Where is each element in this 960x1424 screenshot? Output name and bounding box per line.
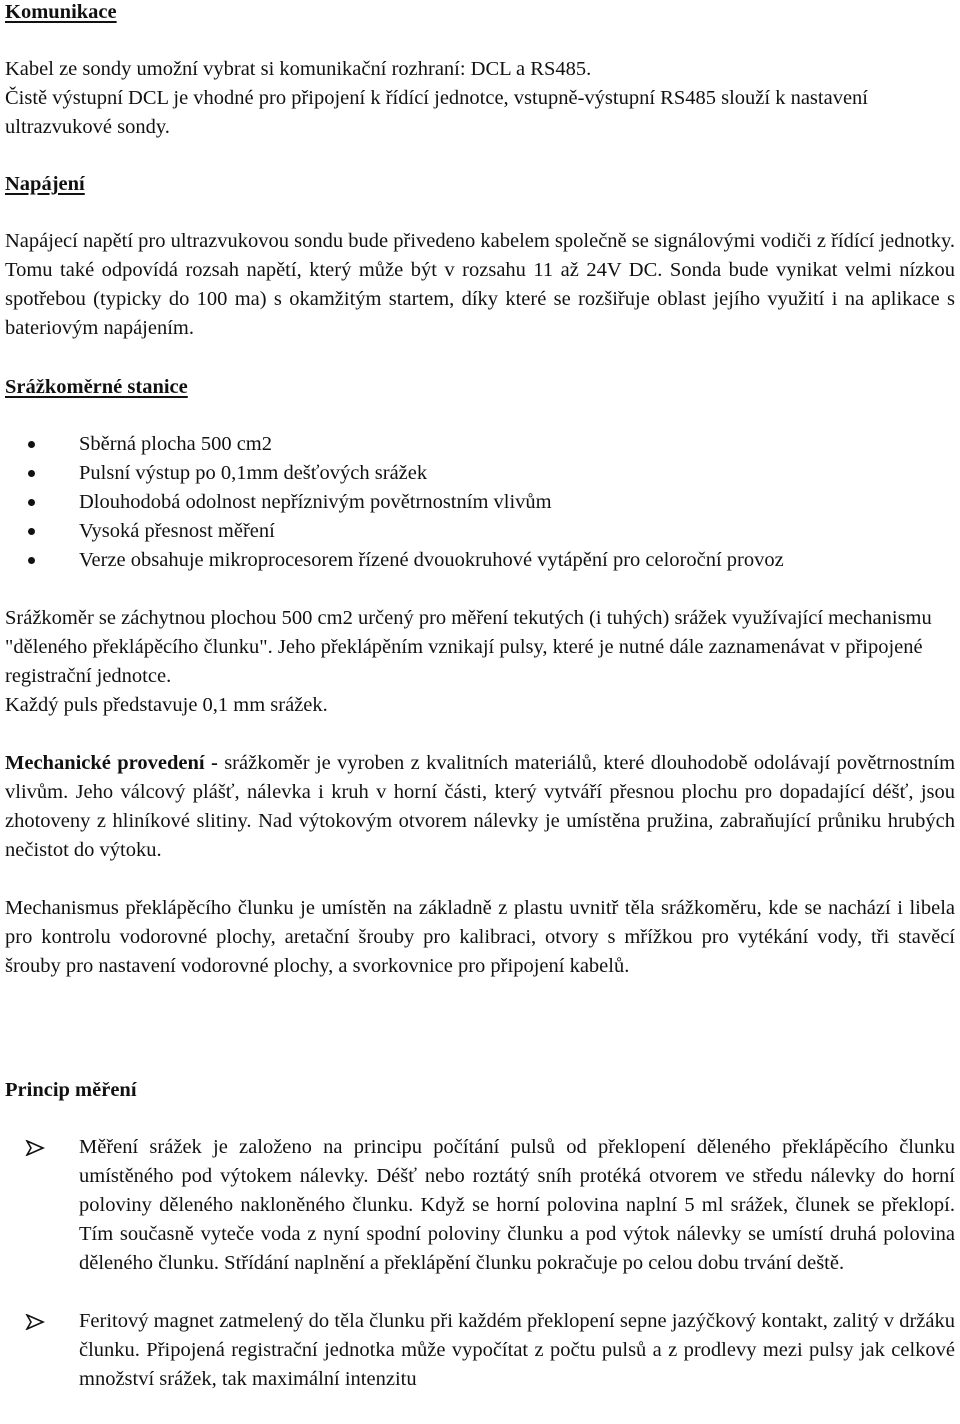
bullet-dot-icon bbox=[28, 441, 35, 448]
bullet-dot-icon bbox=[28, 470, 35, 477]
arrow-bullet-icon bbox=[25, 1314, 45, 1330]
bullet-item: Dlouhodobá odolnost nepříznivým povětrnostním vlivům bbox=[5, 488, 955, 517]
arrow-list-item: Feritový magnet zatmelený do těla člunku při každém překlopení sepne jazýčkový kontakt, zalitý v držáku člunku. Připojená registrační jednotka může vypočítat z počtu pulsů a z prodlevy mezi pulsy jak celkové množství srážek, tak maximální intenzitu bbox=[5, 1307, 955, 1394]
bullet-dot-icon bbox=[28, 557, 35, 564]
arrow-bullet-icon bbox=[25, 1140, 45, 1156]
princip-arrow-list bbox=[5, 1133, 955, 1394]
mechanicke-provedeni-paragraph: Mechanické provedení - srážkoměr je vyroben z kvalitních materiálů, které dlouhodobě odolávají povětrnostním vlivům. Jeho válcový plášť, nálevka i kruh v horní části, který vytváří přesnou plochu pro dopadající déšť, jsou zhotoveny z hliníkové slitiny. Nad výtokovým otvorem nálevky je umístěna pružina, zabraňující průniku hrubých nečistot do výtoku. bbox=[5, 752, 956, 861]
section-komunikace bbox=[5, 0, 955, 142]
section-heading-komunikace: Komunikace bbox=[5, 1, 117, 23]
section-napajeni bbox=[5, 170, 955, 343]
section-srazkomerne bbox=[5, 373, 955, 981]
features-bullet-list bbox=[5, 430, 955, 575]
mechanicke-provedeni-label: Mechanické provedení - bbox=[5, 752, 218, 774]
arrow-list-item: Měření srážek je založeno na principu počítání pulsů od překlopení děleného překlápěcího člunku umístěného pod výtokem nálevky. Déšť nebo roztátý sníh protéká otvorem ve středu nálevky do horní poloviny děleného nakloněného člunku. Když se horní polovina naplní 5 ml srážek, člunek se překlopí. Tím současně vyteče voda z nyní spodní poloviny člunku a pod výtok nálevky se umístí druhá polovina děleného člunku. Střídání naplnění a překlápění člunku pokračuje po celou dobu trvání deště. bbox=[5, 1133, 955, 1278]
komunikace-line-2: Čistě výstupní DCL je vhodné pro připojení k řídící jednotce, vstupně-výstupní RS485 slouží k nastavení ultrazvukové sondy. bbox=[5, 87, 868, 138]
napajeni-paragraph: Napájecí napětí pro ultrazvukovou sondu bude přivedeno kabelem společně se signálovými vodiči z řídící jednotky. Tomu také odpovídá rozsah napětí, který může být v rozsahu 11 až 24V DC. Sonda bude vynikat velmi nízkou spotřebou (typicky do 100 ma) s okamžitým startem, díky které se rozšiřuje oblast jejího využití i na aplikace s bateriovým napájením. bbox=[5, 230, 955, 339]
section-princip bbox=[5, 1076, 955, 1394]
section-heading-princip-mereni: Princip měření bbox=[5, 1079, 137, 1101]
section-heading-napajeni: Napájení bbox=[5, 173, 85, 195]
bullet-item: Pulsní výstup po 0,1mm dešťových srážek bbox=[5, 459, 955, 488]
mechanismus-paragraph: Mechanismus překlápěcího člunku je umístěn na základně z plastu uvnitř těla srážkoměru, kde se nachází i libela pro kontrolu vodorovné plochy, aretační šrouby pro kalibraci, otvory s mřížkou pro vytékání vody, tři stavěcí šrouby pro nastavení vodorovné plochy, a svorkovnice pro připojení kabelů. bbox=[5, 897, 955, 977]
bullet-dot-icon bbox=[28, 499, 35, 506]
srazkomer-description-paragraph: Srážkoměr se záchytnou plochou 500 cm2 určený pro měření tekutých (i tuhých) srážek využívající mechanismu "děleného překlápěcího člunku". Jeho překlápěním vznikají pulsy, které je nutné dále zaznamenávat v připojené registrační jednotce. Každý puls představuje 0,1 mm srážek. bbox=[5, 607, 932, 716]
bullet-dot-icon bbox=[28, 528, 35, 535]
bullet-item: Sběrná plocha 500 cm2 bbox=[5, 430, 955, 459]
bullet-item: Verze obsahuje mikroprocesorem řízené dvouokruhové vytápění pro celoroční provoz bbox=[5, 546, 955, 575]
section-heading-srazkomerne-stanice: Srážkoměrné stanice bbox=[5, 376, 188, 398]
bullet-item: Vysoká přesnost měření bbox=[5, 517, 955, 546]
komunikace-line-1: Kabel ze sondy umožní vybrat si komunikační rozhraní: DCL a RS485. bbox=[5, 58, 592, 80]
